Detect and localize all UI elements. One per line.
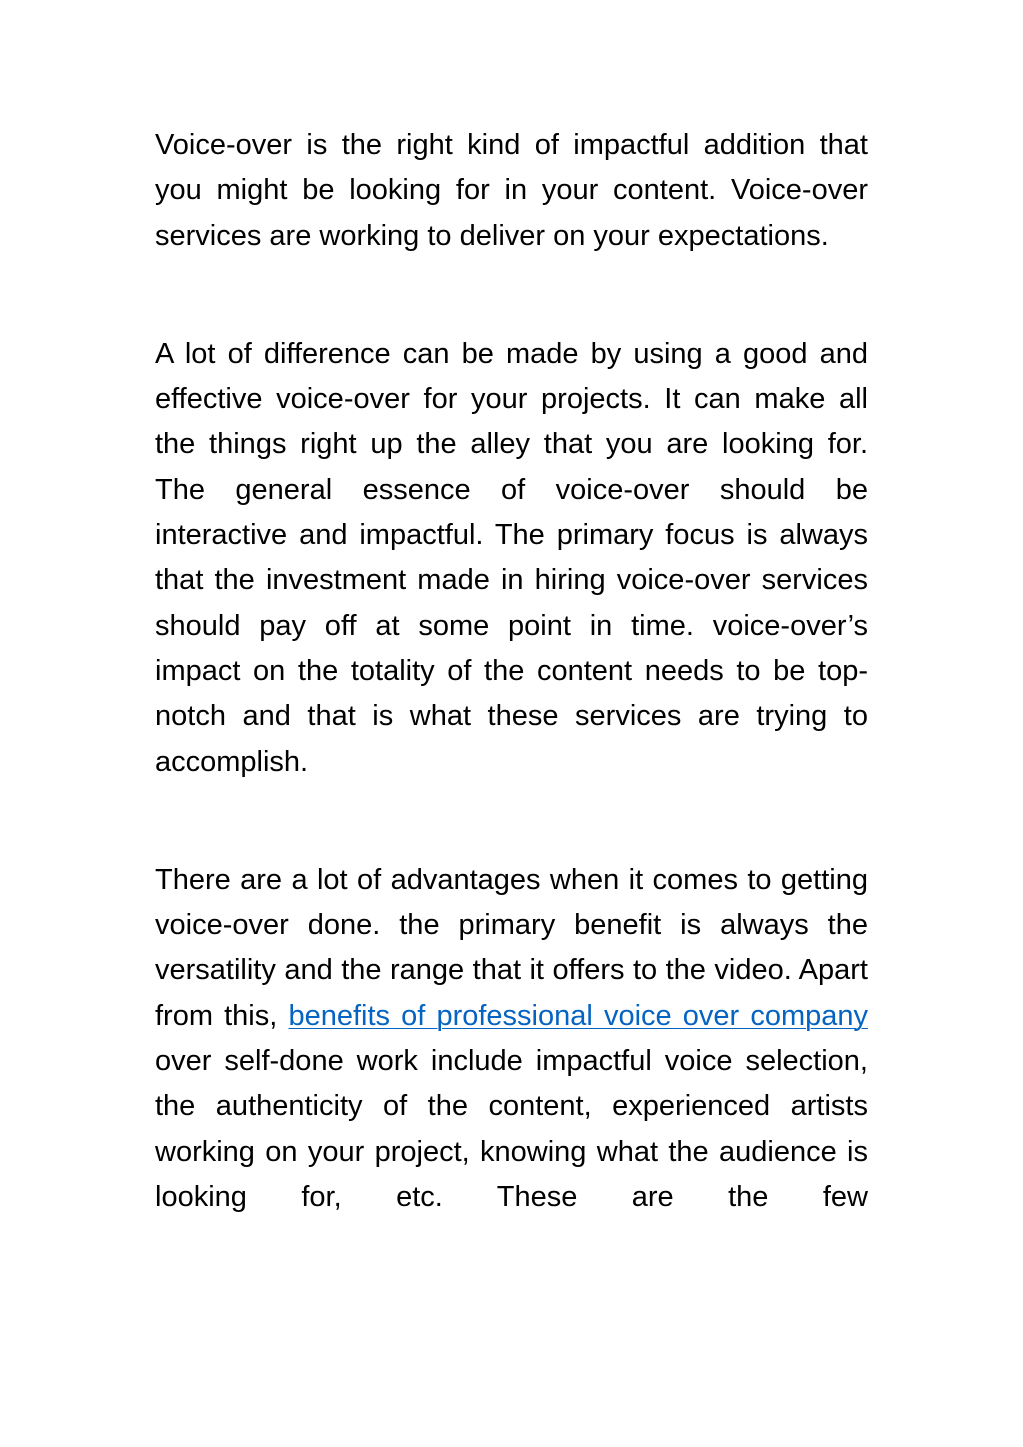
benefits-link[interactable]: benefits of professional voice over company [288, 999, 868, 1032]
paragraph-voice-over-intro: Voice-over is the right kind of impactful addition that you might be looking for in your content. Voice-over services are working to deliver on your expectations. [155, 129, 868, 252]
paragraph-advantages-text-after-link: over self-done work include impactful voice selection, the authenticity of the content, experienced artists working on your project, knowing what the audience is looking for, etc. These are the few [155, 1045, 868, 1213]
document-body [155, 123, 868, 1220]
paragraph-difference: A lot of difference can be made by using a good and effective voice-over for your projects. It can make all the things right up the alley that you are looking for. The general essence of voice-over should be interactive and impactful. The primary focus is always that the investment made in hiring voice-over services should pay off at some point in time. voice-over’s impact on the totality of the content needs to be top-notch and that is what these services are trying to accomplish. [155, 337, 868, 778]
paragraph-advantages [155, 858, 868, 1220]
paragraph-advantages-text-before-link: There are a lot of advantages when it comes to getting voice-over done. the primary benefit is always the versatility and the range that it offers to the video. Apart from this, [155, 863, 868, 1032]
